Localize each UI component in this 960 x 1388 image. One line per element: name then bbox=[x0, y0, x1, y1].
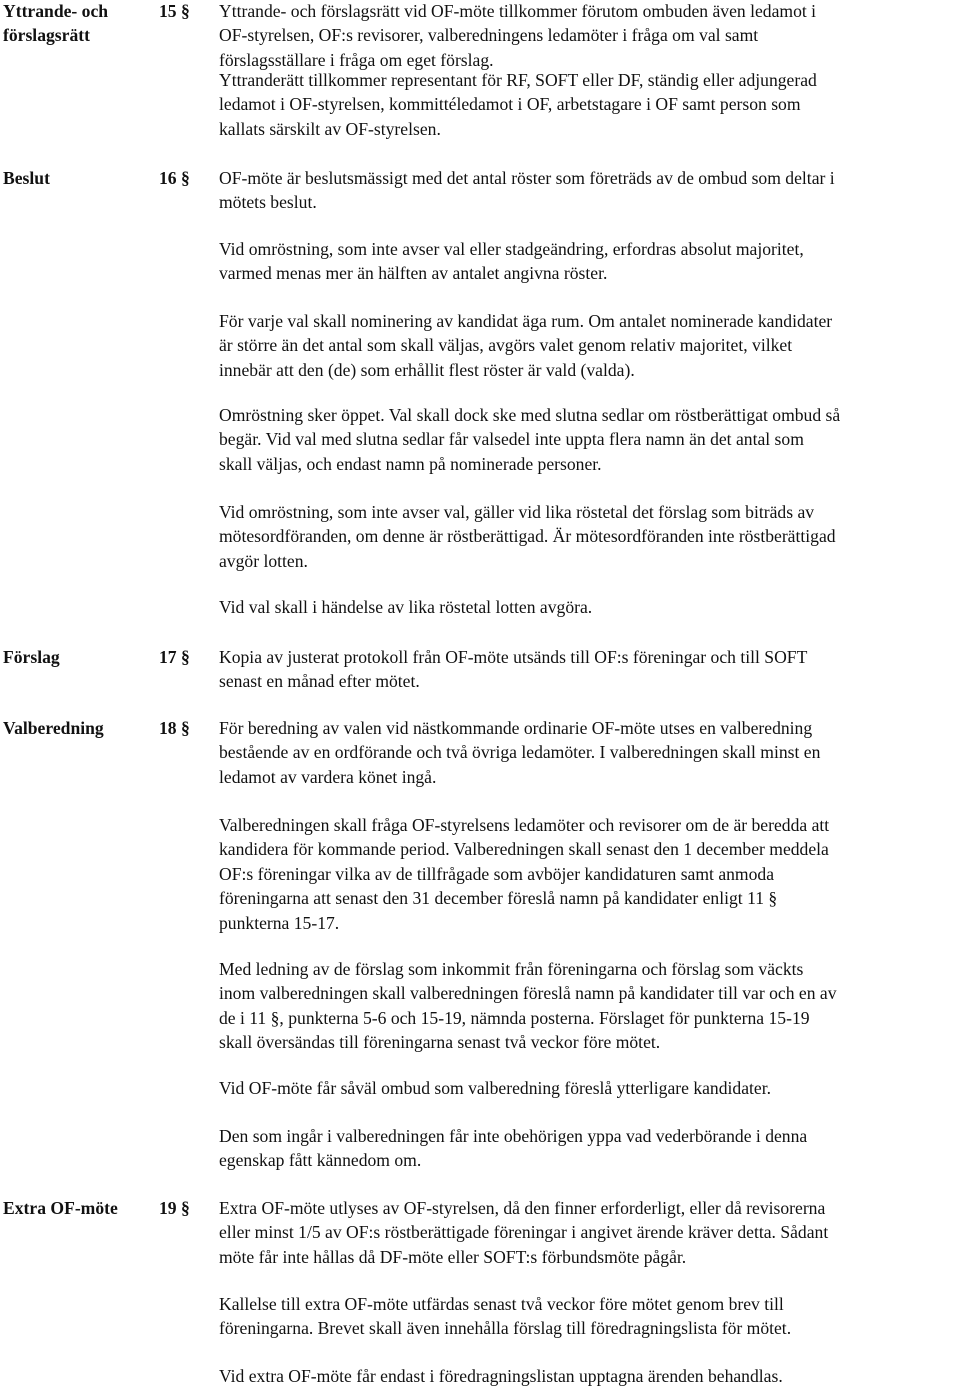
heading-line: Valberedning bbox=[3, 718, 104, 738]
paragraph bbox=[219, 1124, 957, 1173]
paragraph bbox=[219, 166, 957, 215]
text-line: Vid extra OF-möte får endast i föredragningslistan upptagna ärenden behandlas. bbox=[219, 1366, 783, 1386]
section-number: 15 § bbox=[159, 1, 190, 21]
heading-line: Extra OF-möte bbox=[3, 1198, 118, 1218]
paragraph bbox=[219, 645, 957, 694]
text-line: eller minst 1/5 av OF:s röstberättigade föreningar i angivet ärende kräver detta. Sådant bbox=[219, 1222, 829, 1243]
text-line: OF:s föreningar vilka av de tillfrågade som avböjer kandidaturen samt anmoda bbox=[219, 863, 775, 884]
text-line: Vid omröstning, som inte avser val, gäller vid lika röstetal det förslag som biträds av bbox=[219, 502, 815, 522]
text-line: föreningarna att senast den 31 december föreslå namn på kandidater enligt 11 § bbox=[219, 888, 778, 909]
section-number: 19 § bbox=[159, 1198, 190, 1218]
text-line: inom valberedningen skall valberedningen föreslå namn på kandidater till var och en av bbox=[219, 983, 837, 1004]
text-line: kandidera för kommande period. Valberedningen skall senast den 1 december meddela bbox=[219, 839, 829, 860]
text-line: skall väljas, och endast namn på nominerade personer. bbox=[219, 453, 602, 474]
text-line: ledamot i OF-styrelsen, kommittéledamot i OF, arbetstagare i OF samt person som bbox=[219, 94, 801, 115]
section-heading bbox=[3, 0, 153, 48]
text-line: punkterna 15-17. bbox=[219, 912, 340, 933]
paragraph bbox=[219, 1076, 957, 1100]
text-line: Kallelse till extra OF-möte utfärdas senast två veckor före mötet genom brev till bbox=[219, 1294, 784, 1314]
section-heading bbox=[3, 645, 153, 669]
heading-line: förslagsrätt bbox=[3, 25, 90, 46]
text-line: Vid OF-möte får såväl ombud som valberedning föreslå ytterligare kandidater. bbox=[219, 1078, 772, 1098]
text-line: Yttranderätt tillkommer representant för RF, SOFT eller DF, ständig eller adjungerad bbox=[219, 70, 817, 90]
text-line: OF-möte är beslutsmässigt med det antal röster som företräds av de ombud som deltar i bbox=[219, 168, 835, 188]
text-line: Yttrande- och förslagsrätt vid OF-möte tillkommer förutom ombuden även ledamot i bbox=[219, 1, 817, 21]
text-line: mötesordföranden, om denne är röstberättigad. Är mötesordföranden inte röstberättigad bbox=[219, 526, 836, 547]
paragraph bbox=[219, 957, 957, 1055]
heading-line: Förslag bbox=[3, 647, 60, 667]
text-line: För varje val skall nominering av kandidat äga rum. Om antalet nominerade kandidater bbox=[219, 311, 833, 331]
section-number: 18 § bbox=[159, 718, 190, 738]
text-line: kallats särskilt av OF-styrelsen. bbox=[219, 118, 441, 139]
section-heading bbox=[3, 716, 153, 740]
text-line: Valberedningen skall fråga OF-styrelsens ledamöter och revisorer om de är beredda att bbox=[219, 815, 830, 835]
text-line: bestående av en ordförande och två övriga ledamöter. I valberedningen skall minst en bbox=[219, 742, 821, 763]
text-line: begär. Vid val med slutna sedlar får valsedel inte uppta flera namn än det antal som bbox=[219, 429, 804, 450]
text-line: skall översändas till föreningarna senast två veckor före mötet. bbox=[219, 1032, 661, 1053]
text-line: Kopia av justerat protokoll från OF-möte utsänds till OF:s föreningar och till SOFT bbox=[219, 647, 808, 667]
text-line: ledamot av vardera könet ingå. bbox=[219, 766, 437, 787]
paragraph bbox=[219, 1292, 957, 1341]
text-line: förslagsställare i fråga om eget förslag. bbox=[219, 49, 494, 70]
text-line: Vid omröstning, som inte avser val eller stadgeändring, erfordras absolut majoritet, bbox=[219, 239, 804, 259]
text-line: Den som ingår i valberedningen får inte obehörigen yppa vad vederbörande i denna bbox=[219, 1126, 808, 1146]
text-line: avgör lotten. bbox=[219, 550, 308, 571]
text-line: möte får inte hållas då DF-möte eller SOFT:s förbundsmöte pågår. bbox=[219, 1246, 687, 1267]
paragraph bbox=[219, 68, 957, 141]
text-line: OF-styrelsen, OF:s revisorer, valberedningens ledamöter i fråga om val samt bbox=[219, 25, 759, 46]
text-line: egenskap fått kännedom om. bbox=[219, 1150, 422, 1171]
paragraph bbox=[219, 716, 957, 789]
paragraph bbox=[219, 0, 957, 72]
text-line: varmed menas mer än hälften av antalet angivna röster. bbox=[219, 263, 608, 284]
text-line: Extra OF-möte utlyses av OF-styrelsen, då den finner erforderligt, eller då revisorerna bbox=[219, 1198, 826, 1218]
paragraph bbox=[219, 309, 957, 382]
text-line: För beredning av valen vid nästkommande ordinarie OF-möte utses en valberedning bbox=[219, 718, 813, 738]
section-heading bbox=[3, 1196, 153, 1220]
section-heading bbox=[3, 166, 153, 190]
section-number: 17 § bbox=[159, 647, 190, 667]
paragraph bbox=[219, 1196, 957, 1269]
paragraph bbox=[219, 1364, 957, 1388]
paragraph bbox=[219, 237, 957, 286]
text-line: Vid val skall i händelse av lika röstetal lotten avgöra. bbox=[219, 597, 593, 617]
text-line: senast en månad efter mötet. bbox=[219, 671, 420, 692]
text-line: innebär att den (de) som erhållit flest röster är vald (valda). bbox=[219, 359, 635, 380]
paragraph bbox=[219, 813, 957, 935]
text-line: föreningarna. Brevet skall även innehålla förslag till föredragningslista för mötet. bbox=[219, 1318, 792, 1339]
heading-line: Yttrande- och bbox=[3, 1, 109, 21]
heading-line: Beslut bbox=[3, 168, 50, 188]
text-line: de i 11 §, punkterna 5-6 och 15-19, nämnda posterna. Förslaget för punkterna 15-19 bbox=[219, 1007, 810, 1028]
text-line: Med ledning av de förslag som inkommit från föreningarna och förslag som väckts bbox=[219, 959, 804, 979]
text-line: är större än det antal som skall väljas, avgörs valet genom relativ majoritet, vilket bbox=[219, 335, 793, 356]
paragraph bbox=[219, 500, 957, 573]
section-number: 16 § bbox=[159, 168, 190, 188]
text-line: Omröstning sker öppet. Val skall dock ske med slutna sedlar om röstberättigat ombud så bbox=[219, 405, 841, 425]
text-line: mötets beslut. bbox=[219, 192, 317, 213]
paragraph bbox=[219, 595, 957, 619]
paragraph bbox=[219, 403, 957, 476]
